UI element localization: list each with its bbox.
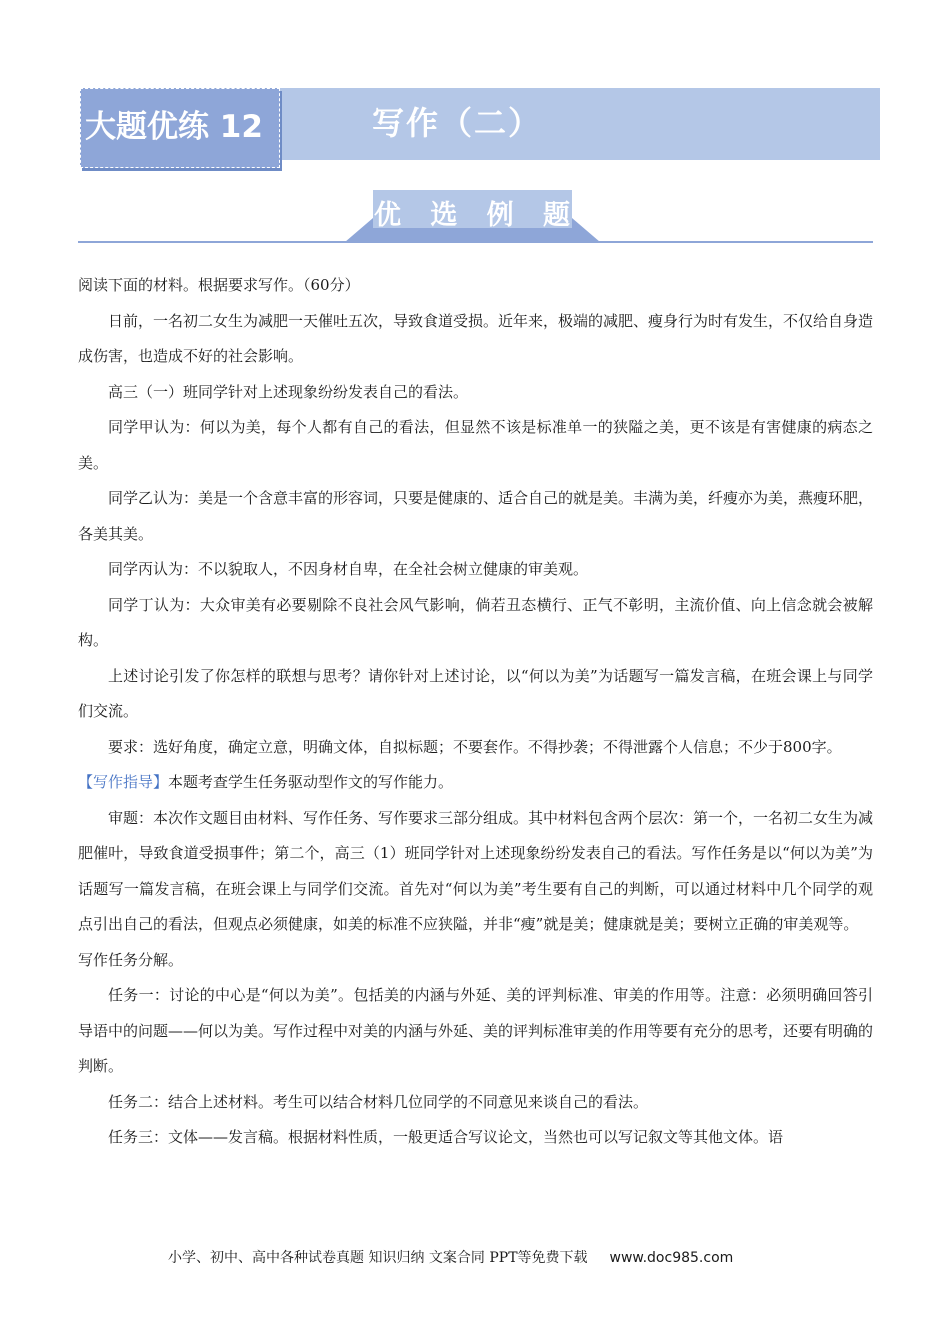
page-footer: [168, 1247, 733, 1267]
paragraph: 任务三：文体——发言稿。根据材料性质，一般更适合写议论文，当然也可以写记叙文等其他文体。语: [108, 1128, 784, 1146]
section-label: 大题优练 12: [85, 109, 263, 145]
footer-text: 小学、初中、高中各种试卷真题 知识归纳 文案合同 PPT等免费下载: [168, 1250, 588, 1266]
tab-char: 例: [486, 199, 514, 231]
page-title: 写作（二）: [372, 104, 543, 142]
document-body: [78, 268, 873, 1156]
footer-url: www.doc985.com: [609, 1250, 734, 1266]
paragraph: 同学甲认为：何以为美，每个人都有自己的看法，但显然不该是标准单一的狭隘之美，更不该是有害健康的病态之美。: [78, 418, 873, 472]
paragraph: 日前，一名初二女生为减肥一天催吐五次，导致食道受损。近年来，极端的减肥、瘦身行为时有发生，不仅给自身造成伤害，也造成不好的社会影响。: [78, 311, 874, 365]
tab-char: 优: [374, 199, 401, 231]
paragraph: 同学乙认为：美是一个含意丰富的形容词，只要是健康的、适合自己的就是美。丰满为美，纤瘦亦为美，燕瘦环肥，各美其美。: [78, 489, 874, 543]
tab-char: 题: [542, 199, 570, 231]
paragraph: 写作任务分解。: [78, 950, 184, 969]
paragraph: 审题：本次作文题目由材料、写作任务、写作要求三部分组成。其中材料包含两个层次：第一个，一名初二女生为减肥催叶，导致食道受损事件；第二个，高三（1）班同学针对上述现象纷纷发表自己的看法。写作任务是以“何以为美”为话题写一篇发言稿，在班会课上与同学们交流。首先对“何以为美”考生要有自己的判断，可以通过材料中几个同学的观点引出自己的看法，但观点必须健康，如美的标准不应狭隘，并非“瘦”就是美；健康就是美；要树立正确的审美观等。: [78, 808, 874, 933]
prompt-line: 阅读下面的材料。根据要求写作。（60分）: [78, 276, 360, 294]
paragraph: 上述讨论引发了你怎样的联想与思考？请你针对上述讨论，以“何以为美”为话题写一篇发言稿，在班会课上与同学们交流。: [78, 666, 873, 720]
requirements-paragraph: 要求：选好角度，确定立意，明确文体，自拟标题；不要套作。不得抄袭；不得泄露个人信息；不少于800字。: [108, 737, 842, 756]
tab-char: 选: [430, 199, 458, 231]
writing-guide-text: 本题考查学生任务驱动型作文的写作能力。: [168, 773, 454, 791]
section-tab-label: [374, 194, 570, 230]
paragraph: 任务一：讨论的中心是“何以为美”。包括美的内涵与外延、美的评判标准、审美的作用等。注意：必须明确回答引导语中的问题——何以为美。写作过程中对美的内涵与外延、美的评判标准审美的作用等要有充分的思考，还要有明确的判断。: [78, 986, 874, 1075]
paragraph: 高三（一）班同学针对上述现象纷纷发表自己的看法。: [108, 382, 469, 401]
section-badge: [80, 88, 280, 168]
writing-guide: [78, 765, 873, 801]
paragraph: 任务二：结合上述材料。考生可以结合材料几位同学的不同意见来谈自己的看法。: [108, 1092, 649, 1111]
paragraph: 同学丁认为：大众审美有必要剔除不良社会风气影响，倘若丑态横行、正气不彰明，主流价值、向上信念就会被解构。: [78, 595, 873, 649]
writing-guide-label: 【写作指导】: [78, 773, 169, 791]
paragraph: 同学丙认为：不以貌取人，不因身材自卑，在全社会树立健康的审美观。: [108, 560, 589, 578]
